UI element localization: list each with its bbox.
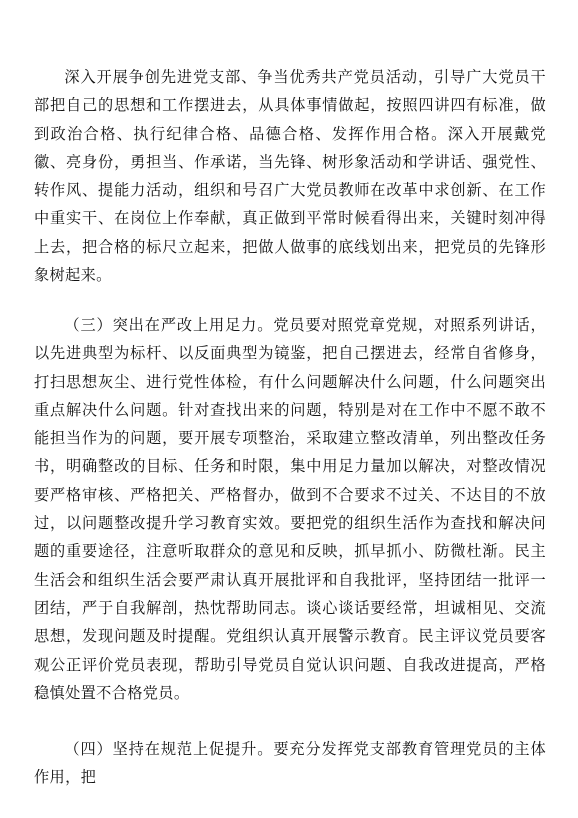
paragraph-section-four: （四）坚持在规范上促提升。要充分发挥党支部教育管理党员的主体作用，把 xyxy=(34,740,546,787)
paragraph-section-three: （三）突出在严改上用足力。党员要对照党章党规，对照系列讲话，以先进典型为标杆、以反面典型为镜鉴，把自己摆进去，经常自省修身，打扫思想灰尘、进行党性体检，有什么问题解决什么问题，什么问题突出重点解决什么问题。针对查找出来的问题，特别是对在工作中不愿不敢不能担当作为的问题，要开展专项整治，采取建立整改清单，列出整改任务书，明确整改的目标、任务和时限，集中用足力量加以解决，对整改情况要严格审核、严格把关、严格督办，做到不合要求不过关、不达目的不放过，以问题整改提升学习教育实效。要把党的组织生活作为查找和解决问题的重要途径，注意听取群众的意见和反映，抓早抓小、防微杜渐。民主生活会和组织生活会要严肃认真开展批评和自我批评，坚持团结一批评一团结，严于自我解剖，热忱帮助同志。谈心谈话要经常，坦诚相见、交流思想，发现问题及时提醒。党组织认真开展警示教育。民主评议党员要客观公正评价党员表现，帮助引导党员自觉认识问题、自我改进提高，严格稳慎处置不合格党员。 xyxy=(34,316,546,702)
paragraph-party-branch-activities: 深入开展争创先进党支部、争当优秀共产党员活动，引导广大党员干部把自己的思想和工作摆进去，从具体事情做起，按照四讲四有标准，做到政治合格、执行纪律合格、品德合格、发挥作用合格。深入开展戴党徽、亮身份，勇担当、作承诺，当先锋、树形象活动和学讲话、强党性、转作风、提能力活动，组织和号召广大党员教师在改革中求创新、在工作中重实干、在岗位上作奉献，真正做到平常时候看得出来，关键时刻冲得上去，把合格的标尺立起来，把做人做事的底线划出来，把党员的先锋形象树起来。 xyxy=(34,68,546,285)
